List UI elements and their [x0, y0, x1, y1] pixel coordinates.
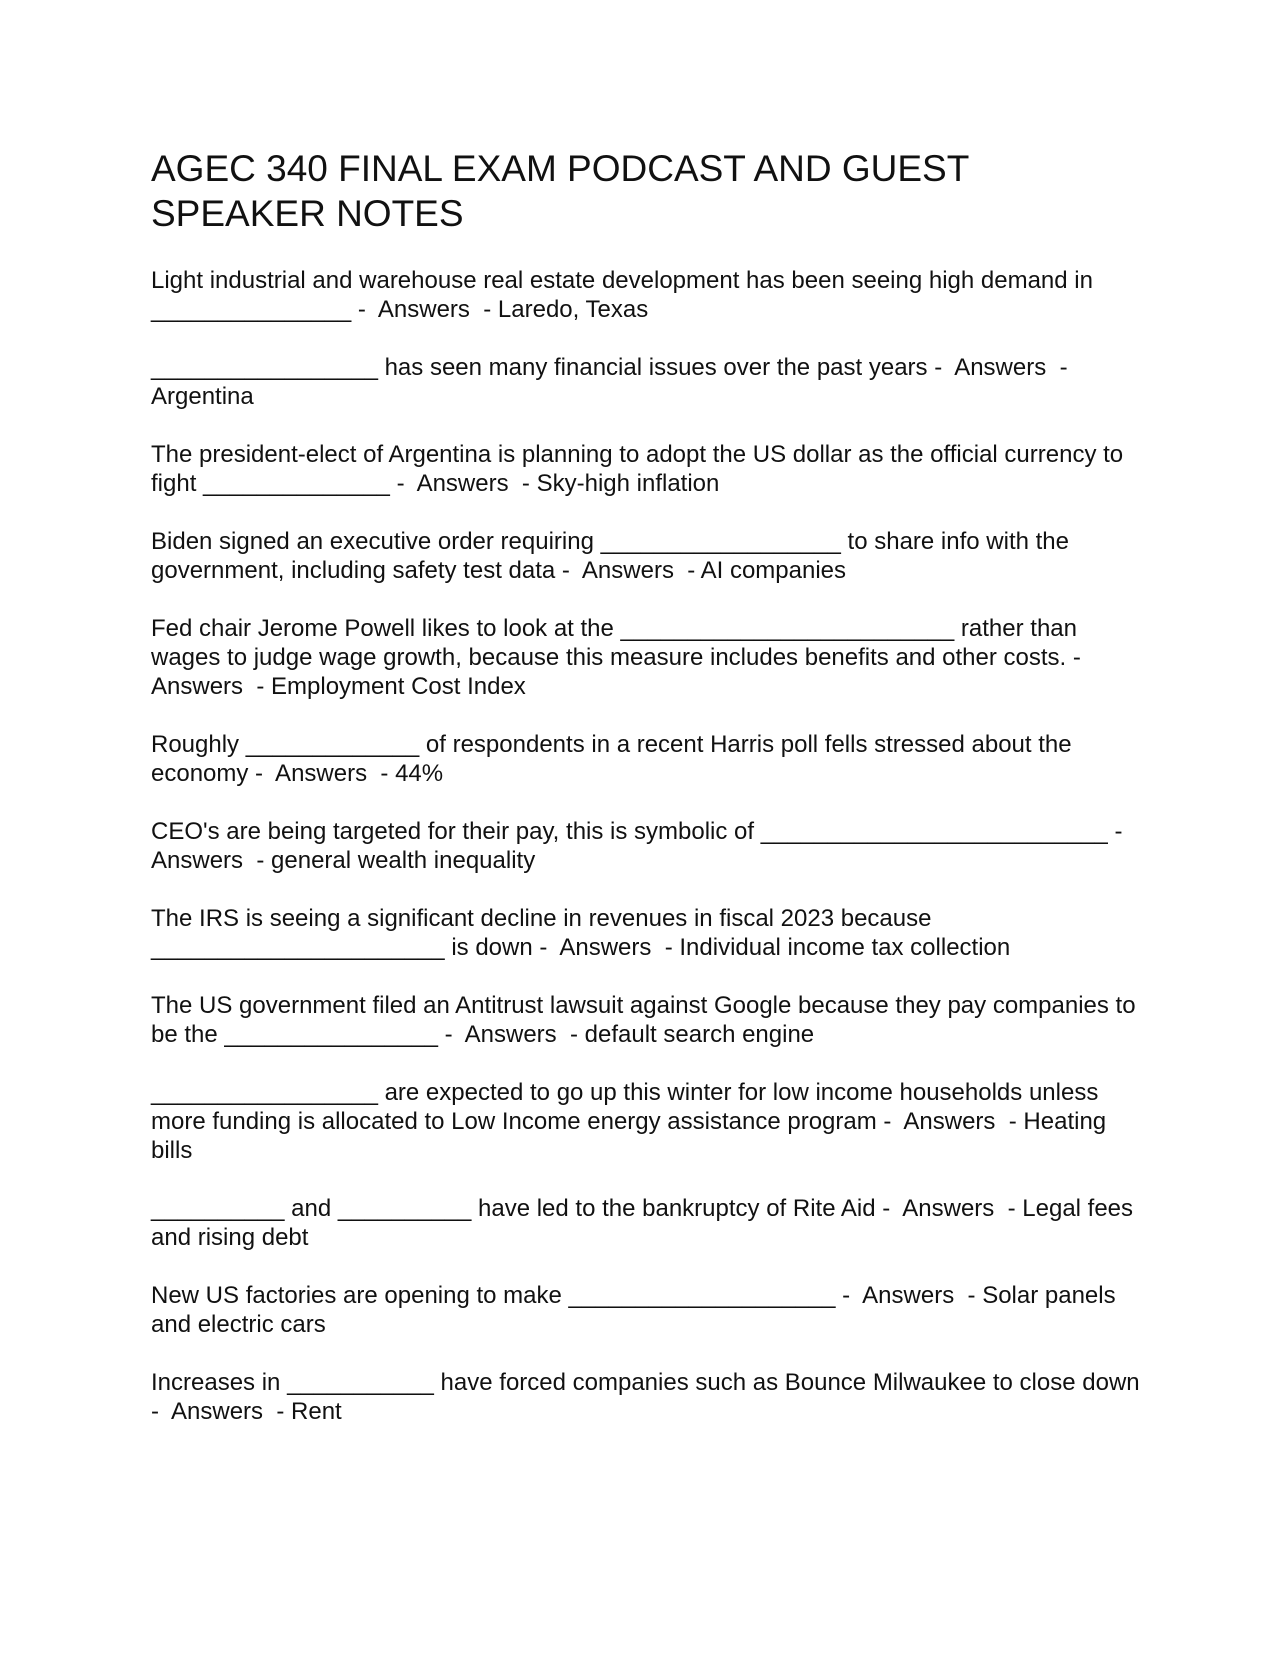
question-answer-5: Fed chair Jerome Powell likes to look at the _________________________ rather than wages to judge wage growth, because this measure includes benefits and other costs. - Answers - Employment Cost Index [151, 615, 1093, 700]
question-answer-11: __________ and __________ have led to the bankruptcy of Rite Aid - Answers - Legal fees and rising debt [151, 1195, 1140, 1251]
question-answer-13: Increases in ___________ have forced companies such as Bounce Milwaukee to close down - Answers - Rent [151, 1369, 1147, 1425]
question-answer-3: The president-elect of Argentina is planning to adopt the US dollar as the official currency to fight ______________ - Answers - Sky-high inflation [151, 441, 1130, 497]
document-title [151, 146, 1141, 236]
question-answer-6: Roughly _____________ of respondents in a recent Harris poll fells stressed about the economy - Answers - 44% [151, 731, 1079, 787]
document-title-line-1: AGEC 340 FINAL EXAM PODCAST AND GUEST [151, 148, 970, 189]
document-content [151, 146, 1147, 1455]
question-answer-8: The IRS is seeing a significant decline in revenues in fiscal 2023 because ______________________ is down - Answers - Individual income tax collection [151, 905, 1011, 961]
question-answer-1: Light industrial and warehouse real estate development has been seeing high demand in _______________ - Answers - Laredo, Texas [151, 267, 1100, 323]
question-answer-12: New US factories are opening to make ____________________ - Answers - Solar panels and electric cars [151, 1282, 1123, 1338]
question-answer-4: Biden signed an executive order requiring __________________ to share info with the government, including safety test data - Answers - AI companies [151, 528, 1076, 584]
document-title-line-2: SPEAKER NOTES [151, 193, 464, 234]
question-answer-10: _________________ are expected to go up this winter for low income households unless more funding is allocated to Low Income energy assistance program - Answers - Heating bills [151, 1079, 1113, 1164]
question-answer-7: CEO's are being targeted for their pay, this is symbolic of __________________________ - Answers - general wealth inequality [151, 818, 1135, 874]
question-answer-9: The US government filed an Antitrust lawsuit against Google because they pay companies to be the ________________ - Answers - default search engine [151, 992, 1143, 1048]
question-answer-2: _________________ has seen many financial issues over the past years - Answers - Argentina [151, 354, 1073, 410]
